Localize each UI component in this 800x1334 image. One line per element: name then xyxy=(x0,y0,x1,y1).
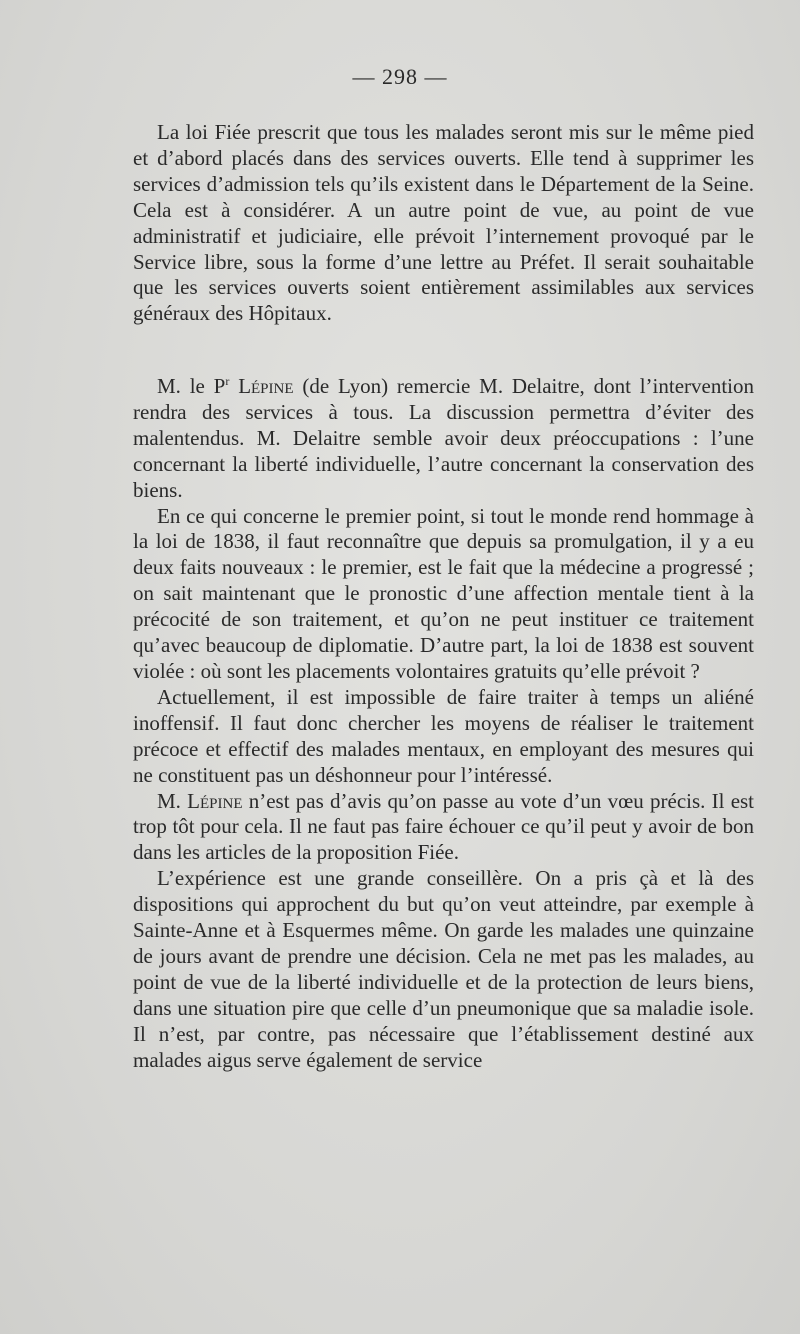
title-superscript: r xyxy=(225,374,230,388)
page-number: — 298 — xyxy=(352,64,448,89)
paragraph: L’expérience est une grande conseillère. On a pris çà et là des dispositions qui approchent du but qu’on veut atteindre, par exemple à Sainte-Anne et à Esquermes même. On garde les malades une quinzaine de jours avant de prendre une décision. Cela ne met pas les malades, au point de vue de la liberté individuelle et de la protection de leurs biens, dans une situation pire que celle d’un pneumonique que sa maladie isole. Il n’est, par contre, pas nécessaire que l’établissement destiné aux malades aigus serve également de service xyxy=(133,866,754,1072)
paragraph-lepine-vote xyxy=(133,789,754,867)
paragraph: La loi Fiée prescrit que tous les malades seront mis sur le même pied et d’abord placés dans des services ouverts. Elle tend à supprimer les services d’admission tels qu’ils existent dans le Département de la Seine. Cela est à considérer. A un autre point de vue, au point de vue administratif et judiciaire, elle prévoit l’internement provoqué par le Service libre, sous la forme d’une lettre au Préfet. Il serait souhaitable que les services ouverts soient entièrement assimilables aux services généraux des Hôpitaux. xyxy=(133,120,754,326)
salutation: M. le P xyxy=(157,374,226,398)
paragraph-block-2 xyxy=(133,374,754,1073)
salutation: M. xyxy=(157,788,181,813)
speaker-name: Lépine xyxy=(238,374,294,398)
paragraph: En ce qui concerne le premier point, si tout le monde rend hommage à la loi de 1838, il faut reconnaître que depuis sa promulgation, il y a eu deux faits nouveaux : le premier, est le fait que la médecine a progressé ; on sait maintenant que le pronostic d’une affection mentale tient à la précocité de son traitement, et qu’on ne peut instituer ce traitement qu’avec beaucoup de diplomatie. D’autre part, la loi de 1838 est souvent violée : où sont les placements volontaires gratuits qu’elle prévoit ? xyxy=(133,503,754,683)
speaker-name: Lépine xyxy=(187,788,243,813)
paragraph-lepine-intro xyxy=(133,374,754,504)
paragraph: Actuellement, il est impossible de faire traiter à temps un aliéné inoffensif. Il faut donc chercher les moyens de réaliser le traitement précoce et effectif des malades mentaux, en employant des mesures qui ne constituent pas un déshonneur pour l’intéressé. xyxy=(133,684,754,787)
paragraph-text: (de Lyon) remercie M. Delaitre, dont l’intervention rendra des services à tous. La discussion permettra d’éviter des malentendus. M. Delaitre semble avoir deux préoccupations : l’une concernant la liberté individuelle, l’autre concernant la conservation des biens. xyxy=(133,374,755,502)
paragraph-text: n’est pas d’avis qu’on passe au vote d’un vœu précis. Il est trop tôt pour cela. Il ne faut pas faire échouer ce qu’il peut y avoir de bon dans les articles de la proposition Fiée. xyxy=(133,788,755,865)
paragraph-block-1 xyxy=(133,120,754,327)
